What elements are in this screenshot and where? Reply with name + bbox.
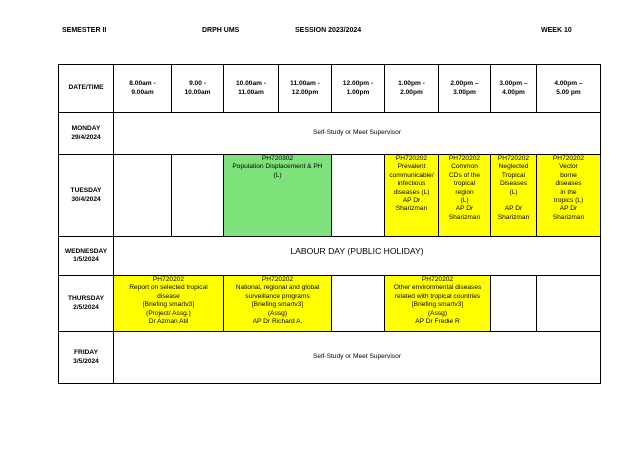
empty-slot xyxy=(537,276,601,332)
empty-slot xyxy=(332,155,385,237)
class-line: PH720202 xyxy=(261,276,294,283)
class-line: communicable/ xyxy=(389,171,434,179)
slot-line: 8.00am - xyxy=(129,80,156,88)
slot-header xyxy=(385,65,439,113)
day-date: 1/5/2024 xyxy=(73,256,99,263)
week-label: WEEK 10 xyxy=(541,27,572,34)
schedule-header xyxy=(60,21,598,43)
class-line: PH720202 xyxy=(552,155,585,162)
class-line xyxy=(492,197,535,205)
slot-header xyxy=(537,65,601,113)
class-line: diseases xyxy=(555,180,582,188)
slot-line: 12.00pm - xyxy=(342,80,374,88)
day-cell xyxy=(59,237,114,276)
holiday-banner: LABOUR DAY (PUBLIC HOLIDAY) xyxy=(114,237,601,276)
slot-header xyxy=(279,65,332,113)
class-line: diseases (L) xyxy=(393,188,430,196)
class-line: [Briefing smartv3] xyxy=(411,301,464,309)
class-line: Prevalent xyxy=(397,163,426,171)
class-line: AP Dr xyxy=(402,197,421,205)
class-line: (L) xyxy=(460,197,469,205)
slot-line: 11.00am - xyxy=(290,80,320,88)
class-line: PH720202 xyxy=(152,276,185,283)
session-label: SESSION 2023/2024 xyxy=(295,27,362,34)
class-block xyxy=(385,155,439,237)
time-header-row xyxy=(59,65,601,113)
wednesday-row xyxy=(59,237,601,276)
class-line: infectious xyxy=(397,180,426,188)
slot-line: 2.00pm – xyxy=(450,80,479,88)
class-line: PH720302 xyxy=(261,155,294,162)
class-line: Diseases xyxy=(499,180,528,188)
slot-line: 10.00am - xyxy=(235,80,267,88)
class-line: PH720202 xyxy=(421,276,454,283)
class-line: Sharizman xyxy=(552,213,585,221)
class-line: Sharizman xyxy=(497,213,530,221)
class-line: National, regional and global xyxy=(235,284,320,292)
slot-line: 9.00am xyxy=(131,88,154,96)
class-line: (L) xyxy=(273,171,282,179)
class-line: borne xyxy=(560,171,577,179)
class-block xyxy=(224,155,332,237)
slot-line: 11.00am xyxy=(238,88,264,96)
class-block xyxy=(491,155,537,237)
class-line: (Assg) xyxy=(427,309,448,317)
program-label: DRPH UMS xyxy=(202,27,240,34)
class-line: (Assg) xyxy=(267,309,288,317)
slot-line: 2.00pm xyxy=(400,88,423,96)
empty-slot xyxy=(172,155,224,237)
class-line: tropical xyxy=(453,180,476,188)
day-date: 2/5/2024 xyxy=(73,303,99,311)
class-line: AP Dr Richard A. xyxy=(252,318,303,326)
empty-slot xyxy=(114,155,172,237)
class-line: PH720202 xyxy=(497,155,530,162)
class-line: AP Dr xyxy=(455,205,474,213)
slot-line: 3.00pm xyxy=(453,88,476,96)
slot-line: 3.00pm – xyxy=(499,80,528,88)
class-line: Sharizman xyxy=(395,205,428,213)
empty-slot xyxy=(332,276,385,332)
class-line: PH720202 xyxy=(395,155,428,162)
monday-activity: Self-Study or Meet Supervisor xyxy=(114,113,601,155)
class-line: tropics (L) xyxy=(553,197,584,205)
thursday-row xyxy=(59,276,601,332)
datetime-header xyxy=(59,65,114,113)
day-name: THURSDAY xyxy=(67,295,105,303)
class-line: (Project/ Assg.) xyxy=(146,309,191,317)
class-block xyxy=(114,276,224,332)
slot-header xyxy=(114,65,172,113)
slot-header xyxy=(332,65,385,113)
slot-line: 9.00 - xyxy=(189,80,206,88)
semester-label: SEMESTER II xyxy=(62,27,107,34)
class-line: Neglected xyxy=(498,163,529,171)
day-cell xyxy=(59,332,114,384)
class-line: Dr Azman Atil xyxy=(148,318,189,326)
timetable xyxy=(58,64,601,384)
slot-line: 1.00pm xyxy=(346,88,370,96)
tuesday-row xyxy=(59,155,601,237)
class-line: AP Dr xyxy=(559,205,578,213)
class-line: surveillance programs xyxy=(245,292,310,300)
class-line: Report on selected tropical xyxy=(129,284,208,292)
class-line: region xyxy=(455,188,474,196)
class-block xyxy=(439,155,491,237)
friday-activity: Self-Study or Meet Supervisor xyxy=(114,332,601,384)
day-name: TUESDAY xyxy=(70,187,102,195)
class-line: Tropical xyxy=(501,171,526,179)
class-line: Vector xyxy=(559,163,578,171)
class-block xyxy=(537,155,601,237)
slot-line: 12.00pm xyxy=(291,88,319,96)
friday-row xyxy=(59,332,601,384)
day-name: WEDNESDAY xyxy=(64,247,108,255)
datetime-header-text: DATE/TIME xyxy=(68,84,104,92)
day-date: 29/4/2024 xyxy=(71,133,101,141)
day-date: 30/4/2024 xyxy=(71,195,101,203)
slot-line: 4.00pm – xyxy=(554,80,583,88)
monday-row xyxy=(59,113,601,155)
class-line: in the xyxy=(560,188,577,196)
class-line: [Briefing smartv3] xyxy=(142,301,195,309)
day-cell xyxy=(59,113,114,155)
day-cell xyxy=(59,155,114,237)
day-name: MONDAY xyxy=(71,125,101,133)
class-block xyxy=(385,276,491,332)
class-line: Common xyxy=(451,163,478,171)
class-line: disease xyxy=(157,292,180,300)
day-name: FRIDAY xyxy=(74,349,98,357)
slot-header xyxy=(224,65,279,113)
day-date: 3/5/2024 xyxy=(73,357,99,365)
class-line: CDs of the xyxy=(448,171,481,179)
slot-line: 10.00am xyxy=(184,88,211,96)
empty-slot xyxy=(491,276,537,332)
class-line: AP Dr xyxy=(504,205,523,213)
day-cell xyxy=(59,276,114,332)
class-line: (L) xyxy=(509,188,518,196)
class-line: PH720202 xyxy=(448,155,481,162)
slot-line: 1.00pm - xyxy=(398,80,425,88)
slot-line: 5.00 pm xyxy=(556,88,581,96)
class-line: AP Dr Fredie R xyxy=(415,318,460,326)
slot-line: 4.00pm xyxy=(502,88,525,96)
class-line: [Briefing smartv3] xyxy=(251,301,304,309)
slot-header xyxy=(491,65,537,113)
class-line: Sharizman xyxy=(448,213,481,221)
slot-header xyxy=(439,65,491,113)
class-line: Population Displacement & PH xyxy=(232,163,323,171)
class-line: Other environmental diseases xyxy=(393,284,482,292)
class-block xyxy=(224,276,332,332)
slot-header xyxy=(172,65,224,113)
class-line: related with tropical countries xyxy=(394,292,481,300)
